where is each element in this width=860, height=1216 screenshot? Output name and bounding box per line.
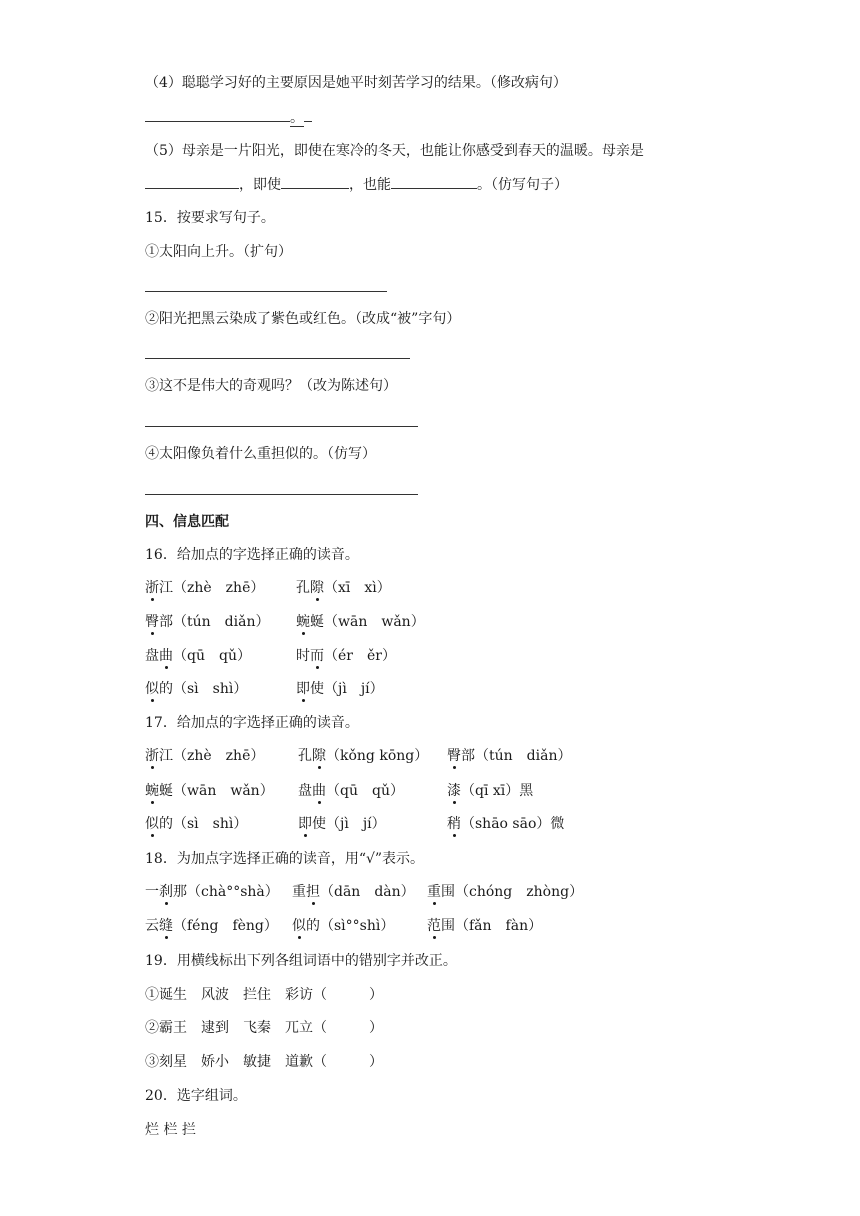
- dotted-char: 漆: [447, 783, 461, 799]
- q15-title: 15．按要求写句子。: [145, 210, 275, 226]
- dotted-char: 即: [296, 681, 310, 697]
- q19-item-3: ③刻星 娇小 敏捷 道歉（ ）: [145, 1054, 383, 1070]
- option-text: 的（sì shì）: [159, 681, 248, 697]
- dotted-char: 刹: [159, 884, 173, 900]
- option-text: 那（chà°°shà）: [173, 884, 279, 900]
- option-text: 部（tún diǎn）: [159, 614, 270, 630]
- dotted-char: 重: [427, 884, 441, 900]
- option-text: （féng fèng）: [173, 918, 278, 934]
- dotted-char: 曲: [159, 648, 173, 664]
- dotted-char: 范: [427, 918, 441, 934]
- q18-option[interactable]: [145, 882, 279, 902]
- q18-option[interactable]: [292, 916, 394, 936]
- option-text: 蜒（wān wǎn）: [159, 783, 274, 799]
- q15-item-1: ①太阳向上升。（扩句）: [145, 244, 292, 260]
- q15-item-4: ④太阳像负着什么重担似的。（仿写）: [145, 446, 376, 462]
- option-text: 使（jì jí）: [312, 816, 386, 832]
- q14-item4-answer: [145, 107, 312, 128]
- q20-chars: 烂 栏 拦: [145, 1122, 196, 1138]
- q18-title: 18．为加点字选择正确的读音，用“√”表示。: [145, 851, 425, 867]
- option-text: （xī xì）: [324, 580, 391, 596]
- dotted-char: 浙: [145, 580, 159, 596]
- q16-option[interactable]: [145, 646, 251, 666]
- option-text: （qū qǔ）: [173, 648, 251, 664]
- q14-item5-part-d: 。（仿写句子）: [477, 177, 568, 193]
- option-text: 的（sì°°shì）: [306, 918, 395, 934]
- q14-item5-part-b: ，即使: [239, 177, 281, 193]
- dotted-char: 缝: [159, 918, 173, 934]
- dotted-char: 即: [298, 816, 312, 832]
- answer-line[interactable]: [145, 494, 418, 495]
- option-text: 江（zhè zhē）: [159, 580, 265, 596]
- dotted-char: 隙: [310, 580, 324, 596]
- q14-item5-part-c: ，也能: [349, 177, 391, 193]
- q17-option[interactable]: [447, 814, 564, 834]
- option-text: 江（zhè zhē）: [159, 748, 265, 764]
- q19-item-2: ②霸王 逮到 飞秦 兀立（ ）: [145, 1020, 383, 1036]
- dotted-char: 蜿: [296, 614, 310, 630]
- q16-option[interactable]: [296, 578, 391, 598]
- dotted-char: 稍: [447, 816, 461, 832]
- option-text: （dān dàn）: [320, 884, 415, 900]
- option-text: 盘: [145, 648, 159, 664]
- answer-line[interactable]: [145, 291, 387, 292]
- answer-blank[interactable]: [145, 174, 239, 189]
- q14-item5-blanks: [145, 174, 568, 195]
- dotted-char: 似: [145, 681, 159, 697]
- option-text: 时: [296, 648, 310, 664]
- q17-title: 17．给加点的字选择正确的读音。: [145, 715, 359, 731]
- q19-title: 19．用横线标出下列各组词语中的错别字并改正。: [145, 953, 457, 969]
- option-text: 蜒（wān wǎn）: [310, 614, 425, 630]
- option-text: 孔: [298, 748, 312, 764]
- q17-option[interactable]: [298, 814, 386, 834]
- option-text: （kǒng kōng）: [326, 748, 429, 764]
- option-text: （ér ěr）: [324, 648, 396, 664]
- option-text: 盘: [298, 783, 312, 799]
- answer-blank[interactable]: [391, 174, 477, 189]
- option-text: 一: [145, 884, 159, 900]
- q18-option[interactable]: [427, 916, 542, 936]
- q17-option[interactable]: [447, 781, 533, 801]
- dotted-char: 隙: [312, 748, 326, 764]
- dotted-char: 而: [310, 648, 324, 664]
- q19-item-1: ①诞生 风波 拦住 彩访（ ）: [145, 987, 383, 1003]
- dotted-char: 浙: [145, 748, 159, 764]
- q17-option[interactable]: [298, 781, 404, 801]
- dotted-char: 蜿: [145, 783, 159, 799]
- dotted-char: 担: [306, 884, 320, 900]
- answer-blank[interactable]: [281, 174, 349, 189]
- q18-option[interactable]: [292, 882, 415, 902]
- option-text: 孔: [296, 580, 310, 596]
- option-text: （qū qǔ）: [326, 783, 404, 799]
- q14-item4: （4）聪聪学习好的主要原因是她平时刻苦学习的结果。（修改病句）: [145, 75, 567, 91]
- option-text: （shāo sāo）微: [461, 816, 565, 832]
- answer-line[interactable]: [145, 426, 418, 427]
- q17-option[interactable]: [447, 746, 571, 766]
- answer-blank[interactable]: [145, 107, 290, 122]
- q16-option[interactable]: [296, 679, 384, 699]
- q15-item-3: ③这不是伟大的奇观吗？（改为陈述句）: [145, 378, 397, 394]
- q20-title: 20．选字组词。: [145, 1088, 247, 1104]
- option-text: 使（jì jí）: [310, 681, 384, 697]
- q16-option[interactable]: [296, 646, 396, 666]
- q17-option[interactable]: [145, 746, 264, 766]
- dotted-char: 似: [145, 816, 159, 832]
- q16-option[interactable]: [296, 612, 425, 632]
- section-heading: 四、信息匹配: [145, 514, 229, 530]
- option-text: （qī xī）黑: [461, 783, 534, 799]
- option-text: 的（sì shì）: [159, 816, 248, 832]
- q17-option[interactable]: [145, 781, 274, 801]
- q16-title: 16．给加点的字选择正确的读音。: [145, 547, 359, 563]
- q15-item-2: ②阳光把黑云染成了紫色或红色。（改成“被”字句）: [145, 311, 461, 327]
- q17-option[interactable]: [145, 814, 247, 834]
- q14-item4-end: 。: [290, 110, 304, 126]
- dotted-char: 臀: [447, 748, 461, 764]
- option-text: 围（fǎn fàn）: [441, 918, 543, 934]
- dotted-char: 似: [292, 918, 306, 934]
- option-text: 重: [292, 884, 306, 900]
- q18-option[interactable]: [145, 916, 278, 936]
- q16-option[interactable]: [145, 578, 264, 598]
- answer-line[interactable]: [145, 358, 410, 359]
- option-text: 围（chóng zhòng）: [441, 884, 584, 900]
- dotted-char: 曲: [312, 783, 326, 799]
- option-text: 云: [145, 918, 159, 934]
- q17-option[interactable]: [298, 746, 428, 766]
- q14-item5: （5）母亲是一片阳光，即使在寒冷的冬天，也能让你感受到春天的温暖。母亲是: [145, 143, 644, 159]
- dotted-char: 臀: [145, 614, 159, 630]
- option-text: 部（tún diǎn）: [461, 748, 572, 764]
- q16-option[interactable]: [145, 612, 269, 632]
- q18-option[interactable]: [427, 882, 583, 902]
- q16-option[interactable]: [145, 679, 247, 699]
